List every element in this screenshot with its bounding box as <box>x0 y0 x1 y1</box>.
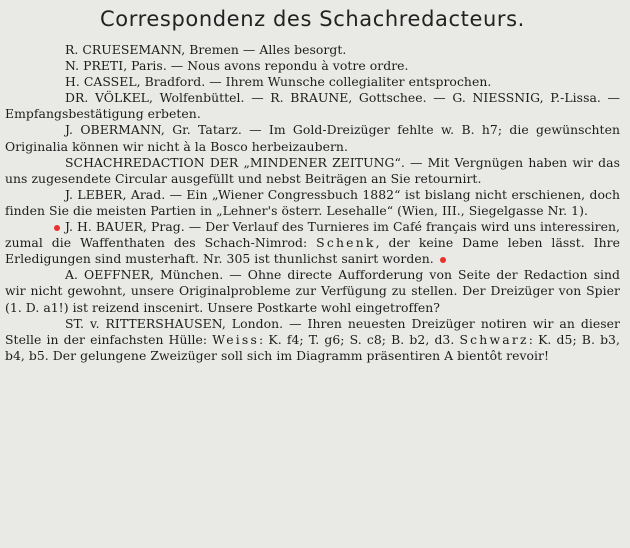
entry-bauer-text-b: , der keine Dame leben lässt. Ihre Erledigungen sind musterhaft. Nr. 305 ist thunlichst sanirt worden. <box>5 235 620 267</box>
highlight-end-marker <box>440 257 446 263</box>
page-title: Correspondenz des Schachredacteurs. <box>100 7 525 31</box>
entry-rittershausen-text-a: ST. v. RITTERSHAUSEN, London. — Ihren neuesten Dreizüger notiren wir an dieser Stelle in der einfachsten Hülle: <box>5 315 620 347</box>
highlight-start-marker <box>54 225 60 231</box>
entry-cruesemann: R. CRUESEMANN, Bremen — Alles besorgt. <box>65 42 347 57</box>
entry-rittershausen-black: Schwarz <box>459 331 529 347</box>
entry-rittershausen-text-b: : K. f4; T. g6; S. c8; B. b2, d3. <box>259 331 460 347</box>
entry-obermann: J. OBERMANN, Gr. Tatarz. — Im Gold-Dreizüger fehlte w. B. h7; die gewünschten Originalia können wir nicht à la Bosco herbeizaubern. <box>5 122 620 154</box>
entry-rittershausen-white: Weiss <box>212 331 260 347</box>
entry-cassel: H. CASSEL, Bradford. — Ihrem Wunsche collegialiter entsprochen. <box>65 74 492 90</box>
entry-mindener-zeitung: SCHACHREDACTION DER „MINDENER ZEITUNG“. — Mit Vergnügen haben wir das uns zugesendete Circular ausgefüllt und nebst Beiträgen an Sie retournirt. <box>5 154 620 186</box>
entry-oeffner: A. OEFFNER, München. — Ohne directe Aufforderung von Seite der Redaction sind wir nicht gewohnt, unsere Originalprobleme zur Verfügung zu stellen. Der Dreizüger von Spier (1. D. a1!) ist reizend inscenirt. Unsere Postkarte wohl eingetroffen? <box>5 267 620 315</box>
entry-preti: N. PRETI, Paris. — Nous avons repondu à votre ordre. <box>65 58 409 74</box>
entry-leber: J. LEBER, Arad. — Ein „Wiener Congressbuch 1882“ ist bislang nicht erschienen, doch finden Sie die meisten Partien in „Lehner's österr. Lesehalle“ (Wien, III., Siegelgasse Nr. 1). <box>5 186 620 218</box>
entry-rittershausen <box>5 316 620 364</box>
entry-bauer <box>5 219 620 267</box>
entry-rittershausen-text-c: : K. d5; B. b3, b4, b5. Der gelungene Zweizüger soll sich im Diagramm präsentiren A bientôt revoir! <box>5 331 620 363</box>
entry-bauer-text-a: J. H. BAUER, Prag. — Der Verlauf des Turnieres im Café français wird uns interessiren, zumal die Waffenthaten des Schach-Nimrod: <box>5 219 620 251</box>
entry-bauer-spaced-name: Schenk <box>316 235 376 251</box>
entry-voelkel: DR. VÖLKEL, Wolfenbüttel. — R. BRAUNE, Gottschee. — G. NIESSNIG, P.-Lissa. — Empfangsbestätigung erbeten. <box>5 90 620 122</box>
